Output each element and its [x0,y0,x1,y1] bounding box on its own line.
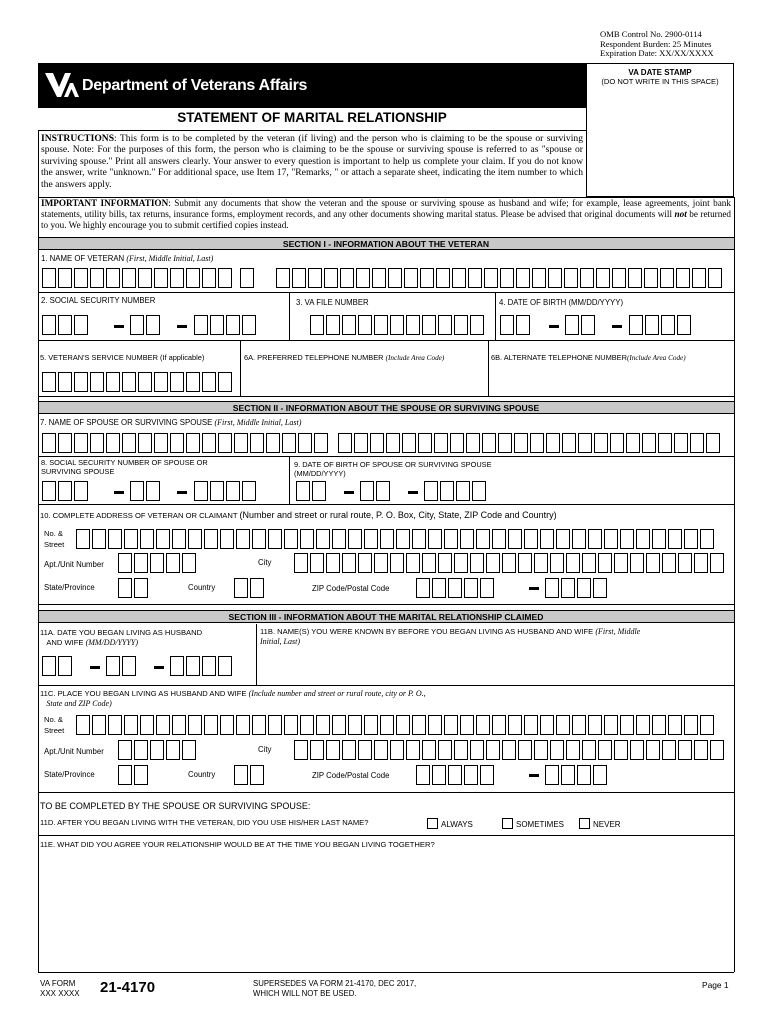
address-zip-boxes-2[interactable] [545,578,609,598]
address-state-boxes[interactable] [118,578,150,598]
street-label: No. & Street [44,529,65,549]
option-never[interactable]: NEVER [579,818,621,829]
form-number: 21-4170 [100,979,156,996]
instructions [41,133,583,190]
spouse-name-label: 7. NAME OF SPOUSE OR SURVIVING SPOUSE (First, Middle Initial, Last) [40,418,302,427]
spouse-first-name-boxes[interactable] [42,433,314,453]
spouse-ssn-boxes-1[interactable] [42,481,90,501]
address-country-boxes[interactable] [234,578,266,598]
place-country-boxes[interactable] [234,765,266,785]
va-seal-icon [44,71,80,99]
important-label: IMPORTANT INFORMATION [41,198,169,208]
veteran-name-label: 1. NAME OF VETERAN (First, Middle Initial, Last) [41,254,214,263]
instructions-label: INSTRUCTIONS [41,133,115,144]
veteran-ssn-boxes-1[interactable] [42,315,90,335]
veteran-dob-year[interactable] [629,315,693,335]
city-label: City [258,558,272,567]
section-3-title: SECTION III - INFORMATION ABOUT THE MARITAL RELATIONSHIP CLAIMED [38,610,734,623]
omb-burden: Respondent Burden: 25 Minutes [600,38,712,49]
address-street-boxes[interactable] [76,529,716,549]
place-street-label: No. & Street [44,715,65,735]
date-living-year[interactable] [170,656,234,676]
supersedes-note: SUPERSEDES VA FORM 21-4170, DEC 2017, WHICH WILL NOT BE USED. [253,979,417,998]
sometimes-checkbox[interactable] [502,818,513,829]
service-number-boxes[interactable] [42,372,234,392]
apt-label: Apt./Unit Number [44,560,104,569]
option-sometimes[interactable]: SOMETIMES [502,818,564,829]
place-city-boxes[interactable] [294,740,726,760]
omb-info [600,30,714,59]
date-living-day[interactable] [106,656,138,676]
agency-name: Department of Veterans Affairs [82,77,308,94]
always-checkbox[interactable] [427,818,438,829]
place-state-boxes[interactable] [118,765,150,785]
place-city-label: City [258,745,272,754]
place-living-label: 11C. PLACE YOU BEGAN LIVING AS HUSBAND AND WIFE (Include number and street or rural route, city or P. O., State and ZIP Code) [40,689,426,708]
spouse-dob-year[interactable] [424,481,488,501]
spouse-middle-initial-box[interactable] [314,433,330,453]
q11e-label: 11E. WHAT DID YOU AGREE YOUR RELATIONSHIP WOULD BE AT THE TIME YOU BEGAN LIVING TOGETHER? [40,840,435,849]
form-title: STATEMENT OF MARITAL RELATIONSHIP [177,110,447,125]
veteran-middle-initial-box[interactable] [240,268,256,288]
veteran-ssn-boxes-2[interactable] [130,315,162,335]
never-checkbox[interactable] [579,818,590,829]
veteran-ssn-boxes-3[interactable] [194,315,258,335]
footer-va-form: VA FORM XXX XXXX [40,979,80,998]
q11e-answer-field[interactable] [40,852,732,970]
va-file-boxes[interactable] [310,315,486,335]
important-info [41,198,731,232]
veteran-dob-day[interactable] [565,315,597,335]
va-file-label: 3. VA FILE NUMBER [296,298,369,307]
agency-header [38,63,586,108]
spouse-last-name-boxes[interactable] [338,433,722,453]
stamp-title: VA DATE STAMP [628,68,692,77]
place-zip-label: ZIP Code/Postal Code [312,771,390,780]
veteran-ssn-label: 2. SOCIAL SECURITY NUMBER [41,296,156,305]
spouse-dob-day[interactable] [360,481,392,501]
spouse-heading: TO BE COMPLETED BY THE SPOUSE OR SURVIVING SPOUSE: [40,801,311,811]
state-label: State/Province [44,583,95,592]
omb-expiration: Expiration Date: XX/XX/XXXX [600,48,714,58]
place-apt-label: Apt./Unit Number [44,747,104,756]
place-country-label: Country [188,770,216,779]
phone-label: 6A. PREFERRED TELEPHONE NUMBER (Include Area Code) [244,353,445,362]
address-zip-boxes-1[interactable] [416,578,496,598]
date-stamp-area [586,63,734,197]
spouse-dob-month[interactable] [296,481,328,501]
section-2-title: SECTION II - INFORMATION ABOUT THE SPOUSE OR SURVIVING SPOUSE [38,401,734,414]
place-apt-boxes[interactable] [118,740,198,760]
important-not: not [674,209,687,220]
known-names-label: 11B. NAME(S) YOU WERE KNOWN BY BEFORE YOU BEGAN LIVING AS HUSBAND AND WIFE (First, Middle Initial, Last) [260,627,641,646]
spouse-ssn-boxes-3[interactable] [194,481,258,501]
date-living-label: 11A. DATE YOU BEGAN LIVING AS HUSBAND AND WIFE (MM/DD/YYYY) [40,628,203,647]
date-living-month[interactable] [42,656,74,676]
address-apt-boxes[interactable] [118,553,198,573]
section-1-title: SECTION I - INFORMATION ABOUT THE VETERAN [38,237,734,250]
page-number: Page 1 [702,980,729,990]
place-state-label: State/Province [44,770,95,779]
place-zip-boxes-1[interactable] [416,765,496,785]
address-label: 10. COMPLETE ADDRESS OF VETERAN OR CLAIMANT (Number and street or rural route, P. O. Box, City, State, ZIP Code and Country) [40,510,557,520]
country-label: Country [188,583,216,592]
spouse-dob-label: 9. DATE OF BIRTH OF SPOUSE OR SURVIVING SPOUSE (MM/DD/YYYY) [294,460,492,478]
spouse-ssn-boxes-2[interactable] [130,481,162,501]
known-names-field[interactable] [260,648,730,682]
important-text-b: be returned to you. We highly encourage you to submit certified copies instead. [41,209,732,231]
alt-phone-label: 6B. ALTERNATE TELEPHONE NUMBER(Include Area Code) [491,353,686,362]
place-street-boxes[interactable] [76,715,716,735]
option-always[interactable]: ALWAYS [427,818,473,829]
important-text-a: : Submit any documents that show the veteran and the spouse or surviving spouse as husband and wife; for example, lease agreements, joint bank statements, utility bills, tax returns, insurance forms, employment records, and any other documents showing marital status. Please be advised that original documents will [41,198,731,220]
omb-control: OMB Control No. 2900-0114 [600,29,702,39]
veteran-dob-month[interactable] [500,315,532,335]
q11d-label: 11D. AFTER YOU BEGAN LIVING WITH THE VETERAN, DID YOU USE HIS/HER LAST NAME? [40,818,369,827]
veteran-last-name-boxes[interactable] [276,268,724,288]
zip-label: ZIP Code/Postal Code [312,584,390,593]
spouse-ssn-label: 8. SOCIAL SECURITY NUMBER OF SPOUSE OR SURVIVING SPOUSE [41,458,208,476]
address-city-boxes[interactable] [294,553,726,573]
place-zip-boxes-2[interactable] [545,765,609,785]
stamp-note: (DO NOT WRITE IN THIS SPACE) [601,77,719,86]
service-number-label: 5. VETERAN'S SERVICE NUMBER (If applicable) [40,353,205,362]
instructions-text: : This form is to be completed by the veteran (if living) and the person who is claiming to be the spouse or surviving spouse. Note: For the purposes of this form, the person who is claiming to be the spouse or surviving spouse is referred to as "spouse or surviving spouse." Print all answers clearly. Your answer to every question is important to help us complete your claim. If you do not know the answer, write "unknown." For additional space, use Item 17, "Remarks, " or attach a separate sheet, indicating the item number to which the answers apply. [41,133,583,190]
veteran-dob-label: 4. DATE OF BIRTH (MM/DD/YYYY) [499,298,624,307]
veteran-first-name-boxes[interactable] [42,268,234,288]
